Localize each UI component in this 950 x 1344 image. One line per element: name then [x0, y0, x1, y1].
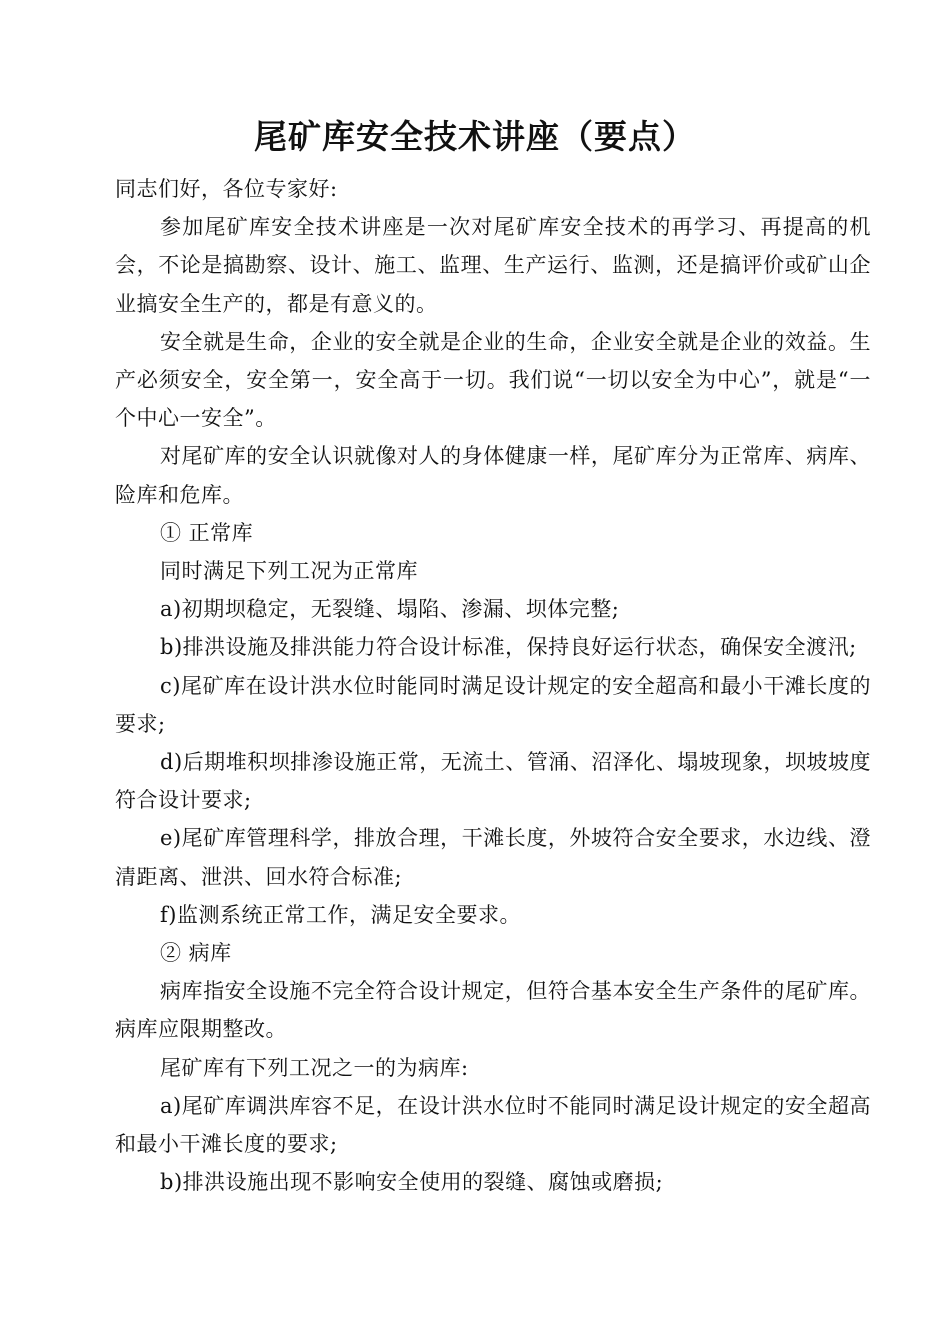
paragraph-safety: 安全就是生命，企业的安全就是企业的生命，企业安全就是企业的效益。生产必须安全，安全第一，安全高于一切。我们说“一切以安全为中心”，就是“一个中心一安全”。 [115, 329, 871, 431]
list-item-sick-b: b)排洪设施出现不影响安全使用的裂缝、腐蚀或磨损; [160, 1170, 664, 1195]
document-body [115, 170, 871, 1201]
list-item-normal-f: f)监测系统正常工作，满足安全要求。 [160, 902, 521, 927]
list-item-normal-d: d)后期堆积坝排渗设施正常，无流土、管涌、沼泽化、塌坡现象，坝坡坡度符合设计要求; [115, 750, 871, 813]
page-title: 尾矿库安全技术讲座（要点） [254, 117, 696, 156]
paragraph-normal-conditions: 同时满足下列工况为正常库 [160, 559, 418, 584]
list-item-normal-b: b)排洪设施及排洪能力符合设计标准，保持良好运行状态，确保安全渡汛; [160, 635, 857, 660]
paragraph-intro: 参加尾矿库安全技术讲座是一次对尾矿库安全技术的再学习、再提高的机会，不论是搞勘察、设计、施工、监理、生产运行、监测，还是搞评价或矿山企业搞安全生产的，都是有意义的。 [115, 215, 871, 316]
paragraph-sick-definition: 病库指安全设施不完全符合设计规定，但符合基本安全生产条件的尾矿库。病库应限期整改。 [115, 979, 871, 1042]
paragraph-classification: 对尾矿库的安全认识就像对人的身体健康一样，尾矿库分为正常库、病库、险库和危库。 [115, 444, 871, 507]
paragraph-sick-conditions: 尾矿库有下列工况之一的为病库: [160, 1055, 469, 1080]
list-item-normal-a: a)初期坝稳定，无裂缝、塌陷、渗漏、坝体完整; [160, 597, 620, 622]
heading-normal-reservoir: ① 正常库 [160, 520, 254, 545]
list-item-normal-c: c)尾矿库在设计洪水位时能同时满足设计规定的安全超高和最小干滩长度的要求; [115, 673, 871, 736]
list-item-sick-a: a)尾矿库调洪库容不足，在设计洪水位时不能同时满足设计规定的安全超高和最小干滩长度的要求; [115, 1093, 871, 1157]
list-item-normal-e: e)尾矿库管理科学，排放合理，干滩长度，外坡符合安全要求，水边线、澄清距离、泄洪、回水符合标准; [115, 826, 871, 889]
heading-sick-reservoir: ② 病库 [160, 941, 232, 966]
paragraph-greeting: 同志们好，各位专家好: [115, 177, 338, 201]
